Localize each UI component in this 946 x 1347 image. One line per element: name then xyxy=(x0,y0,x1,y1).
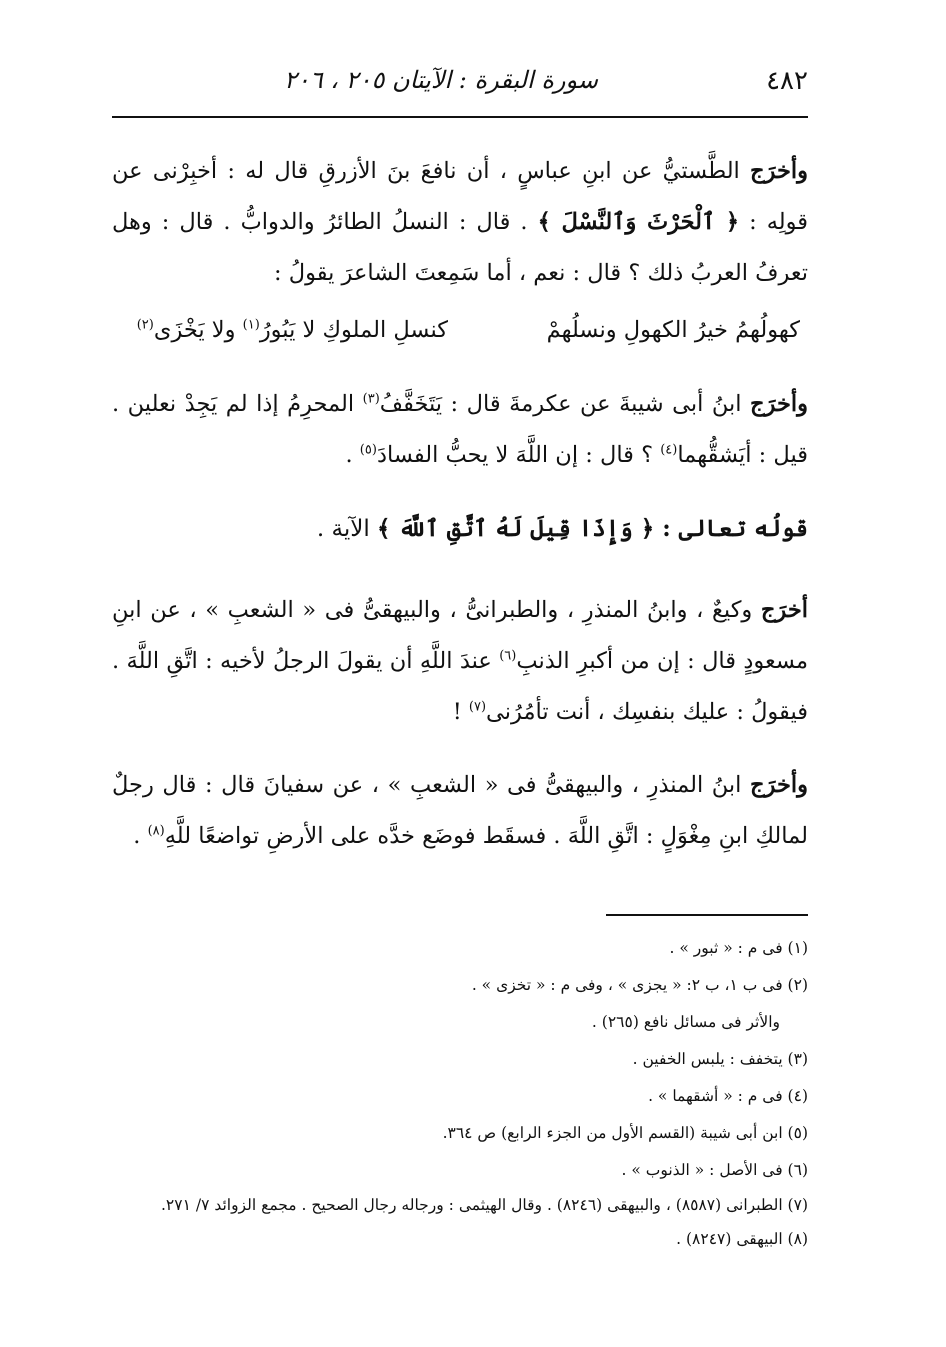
paragraph-text: ابنُ المنذرِ ، والبيهقىُّ فى « الشعبِ » ، عن سفيانَ قال : قال رجلٌ لمالكِ ابنِ مِغْوَلٍ : اتَّقِ اللَّهَ . فسقَط فوضَع خدَّه على الأرضِ تواضعًا للَّهِ xyxy=(112,772,808,849)
narration-lead: أخرَج xyxy=(760,597,808,623)
footnote-ref: (٣) xyxy=(362,391,380,407)
footnote-ref: (٧) xyxy=(468,699,487,715)
hemistich-first: كهولُهمُ خيرُ الكهولِ ونسلُهمْ xyxy=(546,317,800,343)
footnote-ref: (٦) xyxy=(499,648,517,664)
footnote-5: (٥) ابن أبى شيبة (القسم الأول من الجزء الرابع) ص ٣٦٤. xyxy=(442,1124,808,1142)
section-heading xyxy=(112,503,808,555)
footnote-4: (٤) فى م : « أشقهما » . xyxy=(648,1087,808,1105)
paragraph-text: . قال : النسلُ الطائرُ والدوابُّ . قال : وهل تعرفُ العربُ ذلك ؟ قال : نعم ، أما سَمِعتَ الشاعرَ يقولُ : xyxy=(112,209,808,286)
narration-lead: وأخرَج xyxy=(750,772,808,798)
hemistich-second xyxy=(137,317,448,343)
paragraph-text: وكيعٌ ، وابنُ المنذرِ ، والطبرانىُّ ، والبيهقىُّ فى « الشعبِ » ، عن ابنِ مسعودٍ قال : إن من أكبرِ الذنبِ xyxy=(112,597,809,674)
paragraph-text: . xyxy=(133,823,148,849)
paragraph-text: الطَّستيُّ عن ابنِ عباسٍ ، أن نافعَ بنَ الأزرقِ قال له : أخبِرْنى عن قولِه : xyxy=(112,158,809,235)
running-title: سورة البقرة : الآيتان ٢٠٥ ، ٢٠٦ xyxy=(283,66,598,94)
paragraph-text: ! xyxy=(452,699,469,725)
main-text xyxy=(112,146,808,884)
footnote-ref: (٤) xyxy=(660,442,678,458)
header-rule xyxy=(112,116,808,118)
footnote-ref: (١) xyxy=(242,317,260,333)
quran-quote: ﴿ ٱلْحَرْثَ وَٱلنَّسْلَ ﴾ xyxy=(537,209,740,235)
footnotes xyxy=(112,930,808,1258)
footnote-ref: (٥) xyxy=(359,442,377,458)
paragraph-text: ابنُ أبى شيبةَ عن عكرمةَ قال : يَتَخَفَّفُ xyxy=(379,391,751,417)
hemistich-text: ولا يَخْزَى xyxy=(153,317,243,343)
paragraph-tashti xyxy=(112,146,808,299)
paragraph-text: المحرِمُ إذا لم يَجِدْ نعلين . قيل : أيَشقُّهما xyxy=(112,391,808,468)
paragraph-text: عندَ اللَّهِ أن يقولَ الرجلُ لأخيه : اتَّقِ اللَّهَ . فيقولُ : عليك بنفسِك ، أنت تأمُرُنى xyxy=(112,648,808,725)
section-rest: الآية . xyxy=(316,516,378,542)
paragraph-sufyan xyxy=(112,760,808,862)
footnote-6: (٦) فى الأصل : « الذنوب » . xyxy=(621,1161,808,1179)
narration-lead: وأخرَج xyxy=(750,391,808,417)
paragraph-ibn-masud xyxy=(112,585,808,738)
hemistich-text: كنسلِ الملوكِ لا يَبُورُ xyxy=(259,317,448,343)
footnote-7: (٧) الطبرانى (٨٥٨٧) ، والبيهقى (٨٢٤٦) . وقال الهيثمى : ورجاله رجال الصحيح . مجمع الزوائد ٧/ ٢٧١. xyxy=(160,1196,808,1214)
footnote-ref: (٨) xyxy=(147,823,165,839)
page-number: ٤٨٢ xyxy=(766,66,808,96)
footnote-1: (١) فى م : « ثبور » . xyxy=(669,939,808,957)
paragraph-ibn-abi-shaybah xyxy=(112,379,808,481)
quran-quote: ﴿ وَإِذَا قِيلَ لَهُ ٱتَّقِ ٱللَّهَ ﴾ xyxy=(377,515,663,542)
book-page xyxy=(112,60,809,1248)
paragraph-text: ؟ قال : إن اللَّهَ لا يحبُّ الفسادَ xyxy=(376,442,661,468)
footnote-rule xyxy=(606,914,808,916)
footnote-3: (٣) يتخفف : يلبس الخفين . xyxy=(632,1050,808,1068)
footnote-2-continuation: والأثر فى مسائل نافع (٢٦٥) . xyxy=(591,1013,780,1031)
section-lead: قولُه تعالى : xyxy=(662,515,808,542)
footnote-8: (٨) البيهقى (٨٢٤٧) . xyxy=(676,1230,808,1248)
poetry-verse xyxy=(112,307,808,367)
footnote-2: (٢) فى ب ١، ب ٢: « يجزى » ، وفى م : « تخزى » . xyxy=(471,976,808,994)
page-header xyxy=(112,60,808,116)
footnote-ref: (٢) xyxy=(136,317,154,333)
narration-lead: وأخرَج xyxy=(750,158,808,184)
paragraph-text: . xyxy=(345,442,360,468)
